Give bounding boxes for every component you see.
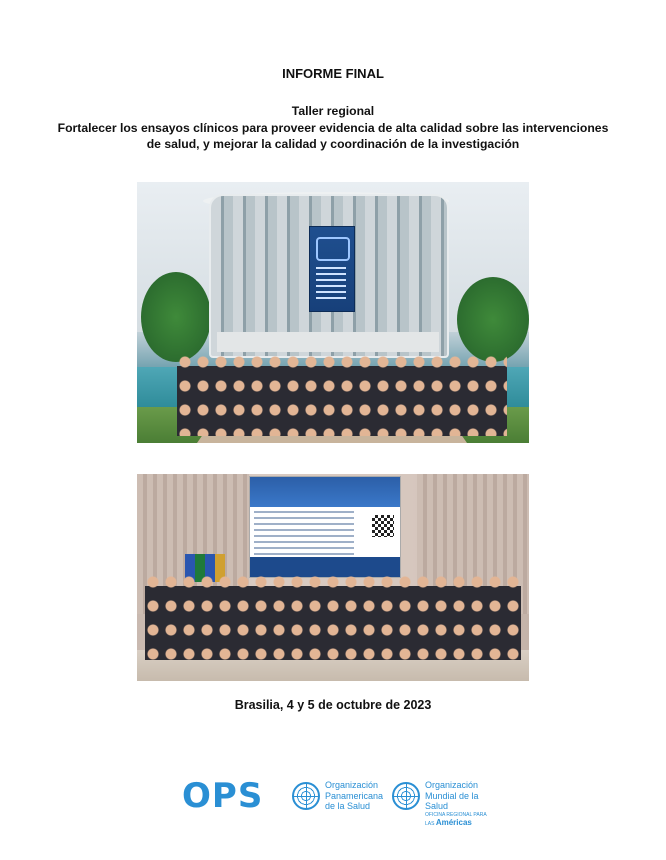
slide-text — [254, 511, 354, 557]
group-photo-building — [137, 182, 529, 443]
group-of-people — [145, 574, 521, 660]
palm-tree — [141, 272, 211, 362]
paho-name — [325, 780, 383, 812]
paho-globe-icon — [292, 782, 320, 810]
who-tagline: OFICINA REGIONAL PARA LAS Américas — [425, 811, 487, 827]
workshop-title-line-2: de salud, y mejorar la calidad y coordinación de la investigación — [146, 137, 520, 151]
qr-code-icon — [372, 515, 394, 537]
who-name-line-1: Organización — [425, 780, 479, 790]
slide-header — [250, 477, 400, 507]
workshop-title-line-1: Fortalecer los ensayos clínicos para proveer evidencia de alta calidad sobre las intervenciones — [57, 120, 609, 135]
logo-row — [182, 776, 492, 827]
ops-logo: OPS — [182, 776, 264, 816]
paho-name-line-1: Organización — [325, 780, 379, 790]
anniversary-banner — [309, 226, 355, 312]
workshop-heading — [40, 103, 626, 153]
place-and-date: Brasilia, 4 y 5 de octubre de 2023 — [234, 698, 432, 712]
group-photo-auditorium — [137, 474, 529, 681]
projection-screen — [249, 476, 401, 578]
who-name — [425, 780, 492, 828]
building-base — [217, 332, 439, 352]
paho-name-line-2: Panamericana — [325, 790, 384, 801]
who-name-line-2: Mundial de la Salud — [425, 790, 479, 811]
workshop-type: Taller regional — [291, 104, 375, 118]
palm-tree — [457, 277, 529, 362]
paho-name-line-3: de la Salud — [325, 801, 371, 811]
report-title: INFORME FINAL — [282, 66, 384, 81]
who-emblem-icon — [392, 782, 420, 810]
group-of-people — [177, 354, 507, 436]
